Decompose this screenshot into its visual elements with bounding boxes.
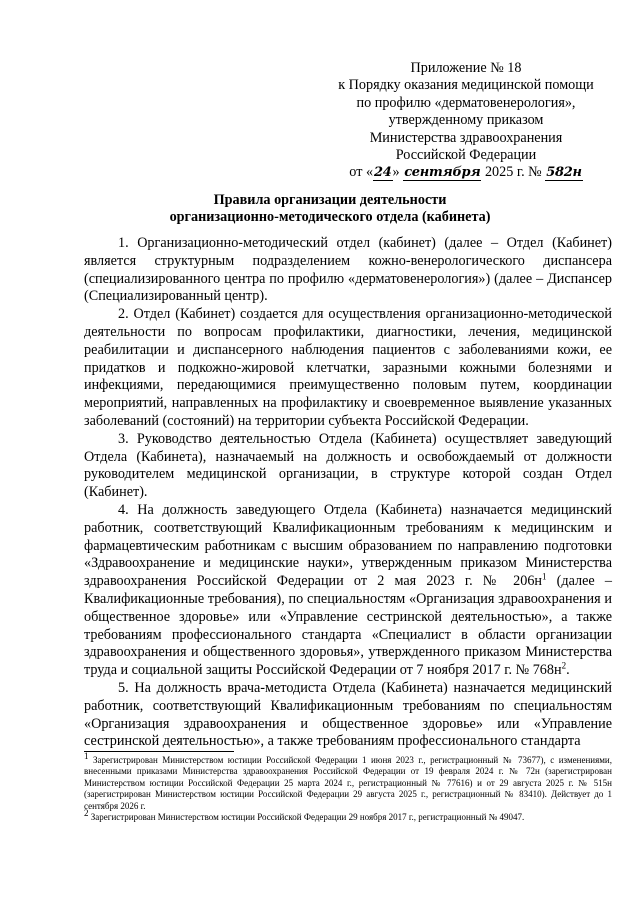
date-prefix: от « [349, 164, 374, 181]
paragraph-5: 5. На должность врача-методиста Отдела (Кабинета) назначается медицинский работник, соответствующий Квалификационным требованиям по специальностям «Организация здравоохранения и общественное здоровье» или «Управление сестринской деятельностью», а также требованиям профессионального стандарта [84, 679, 612, 750]
appendix-number: Приложение № 18 [410, 60, 522, 76]
footnote-mark-1: 1 [84, 751, 89, 761]
footnote-2 [84, 808, 612, 823]
footnote-ref-1: 1 [542, 571, 547, 582]
appendix-line: утвержденному приказом [388, 112, 544, 129]
paragraph-4-end: . [566, 662, 570, 679]
footnote-mark-2: 2 [84, 808, 89, 819]
appendix-line: к Порядку оказания медицинской помощи [338, 77, 594, 94]
paragraph-1: 1. Организационно-методический отдел (кабинет) (далее – Отдел (Кабинет) является структурным подразделением кожно-венерологического диспансера (специализированного центра по профилю «дерматовенерология») (далее – Диспансер (Специализированный центр). [84, 235, 612, 305]
date-mid: » [392, 164, 400, 181]
title-line: организационно-методического отдела (кабинета) [169, 209, 491, 226]
footnote-divider [84, 751, 234, 752]
footnote-1-text: Зарегистрирован Министерством юстиции Российской Федерации 1 июня 2023 г., регистрационный № 73677), с изменениями, внесенными приказами Министерства здравоохранения Российской Федерации от 19 февраля 2024 г. № 72н (зарегистрирован Министерством юстиции Российской Федерации 25 марта 2024 г., регистрационный № 77616) и от 29 августа 2025 г. № 515н (зарегистрирован Министерством юстиции Российской Федерации 29 августа 2025 г., регистрационный № 83410). Действует до 1 сентября 2026 г. [84, 755, 612, 811]
handwritten-day: 24 [374, 165, 392, 181]
appendix-line: Российской Федерации [395, 147, 537, 164]
paragraph-4-text: 4. На должность заведующего Отдела (Кабинета) назначается медицинский работник, соответствующий Квалификационным требованиям к медицинским и фармацевтическим работникам с высшим образованием по направлению подготовки «Здравоохранение и медицинские науки», утвержденным приказом Министерства здравоохранения Российской Федерации от 2 мая 2023 г. № 206н [84, 501, 612, 590]
footnote-2-text: Зарегистрирован Министерством юстиции Российской Федерации 29 ноября 2017 г., регистрационный № 49047. [88, 812, 525, 823]
handwritten-order-number: 582н [546, 165, 582, 181]
title-line: Правила организации деятельности [213, 192, 447, 208]
appendix-date-line [320, 164, 612, 181]
appendix-line: по профилю «дерматовенерология», [356, 94, 576, 111]
appendix-header [320, 60, 612, 182]
date-year: 2025 г. № [481, 164, 546, 181]
handwritten-month: сентября [404, 165, 481, 181]
footnotes [84, 751, 612, 823]
paragraph-4 [84, 502, 612, 680]
document-title [60, 192, 600, 227]
paragraph-3: 3. Руководство деятельностью Отдела (Кабинета) осуществляет заведующий Отдела (Кабинета), назначаемый на должность и освобождаемый от должности руководителем медицинской организации, в структуре которой создан Отдел (Кабинет). [84, 430, 612, 501]
footnote-1 [84, 751, 612, 812]
document-body [84, 235, 612, 751]
paragraph-2: 2. Отдел (Кабинет) создается для осуществления организационно-методической деятельности по вопросам профилактики, диагностики, лечения, медицинской реабилитации и диспансерного наблюдения пациентов с заболеваниями кожи, ее придатков и подкожно-жировой клетчатки, заразными кожными болезнями и инфекциями, передающимися преимущественно половым путем, координации мероприятий, направленных на профилактику и своевременное выявление указанных заболеваний (состояний) на территории субъекта Российской Федерации. [84, 306, 612, 429]
appendix-line: Министерства здравоохранения [369, 129, 563, 146]
paragraph-4-text: (далее – Квалификационные требования), по специальностям «Организация здравоохранения и общественное здоровье» или «Управление сестринской деятельностью», а также требованиям профессионального стандарта «Специалист в области организации здравоохранения и общественного здоровья», утвержденного приказом Министерства труда и социальной защиты Российской Федерации от 7 ноября 2017 г. № 768н [84, 573, 612, 679]
footnote-ref-2: 2 [561, 660, 567, 671]
